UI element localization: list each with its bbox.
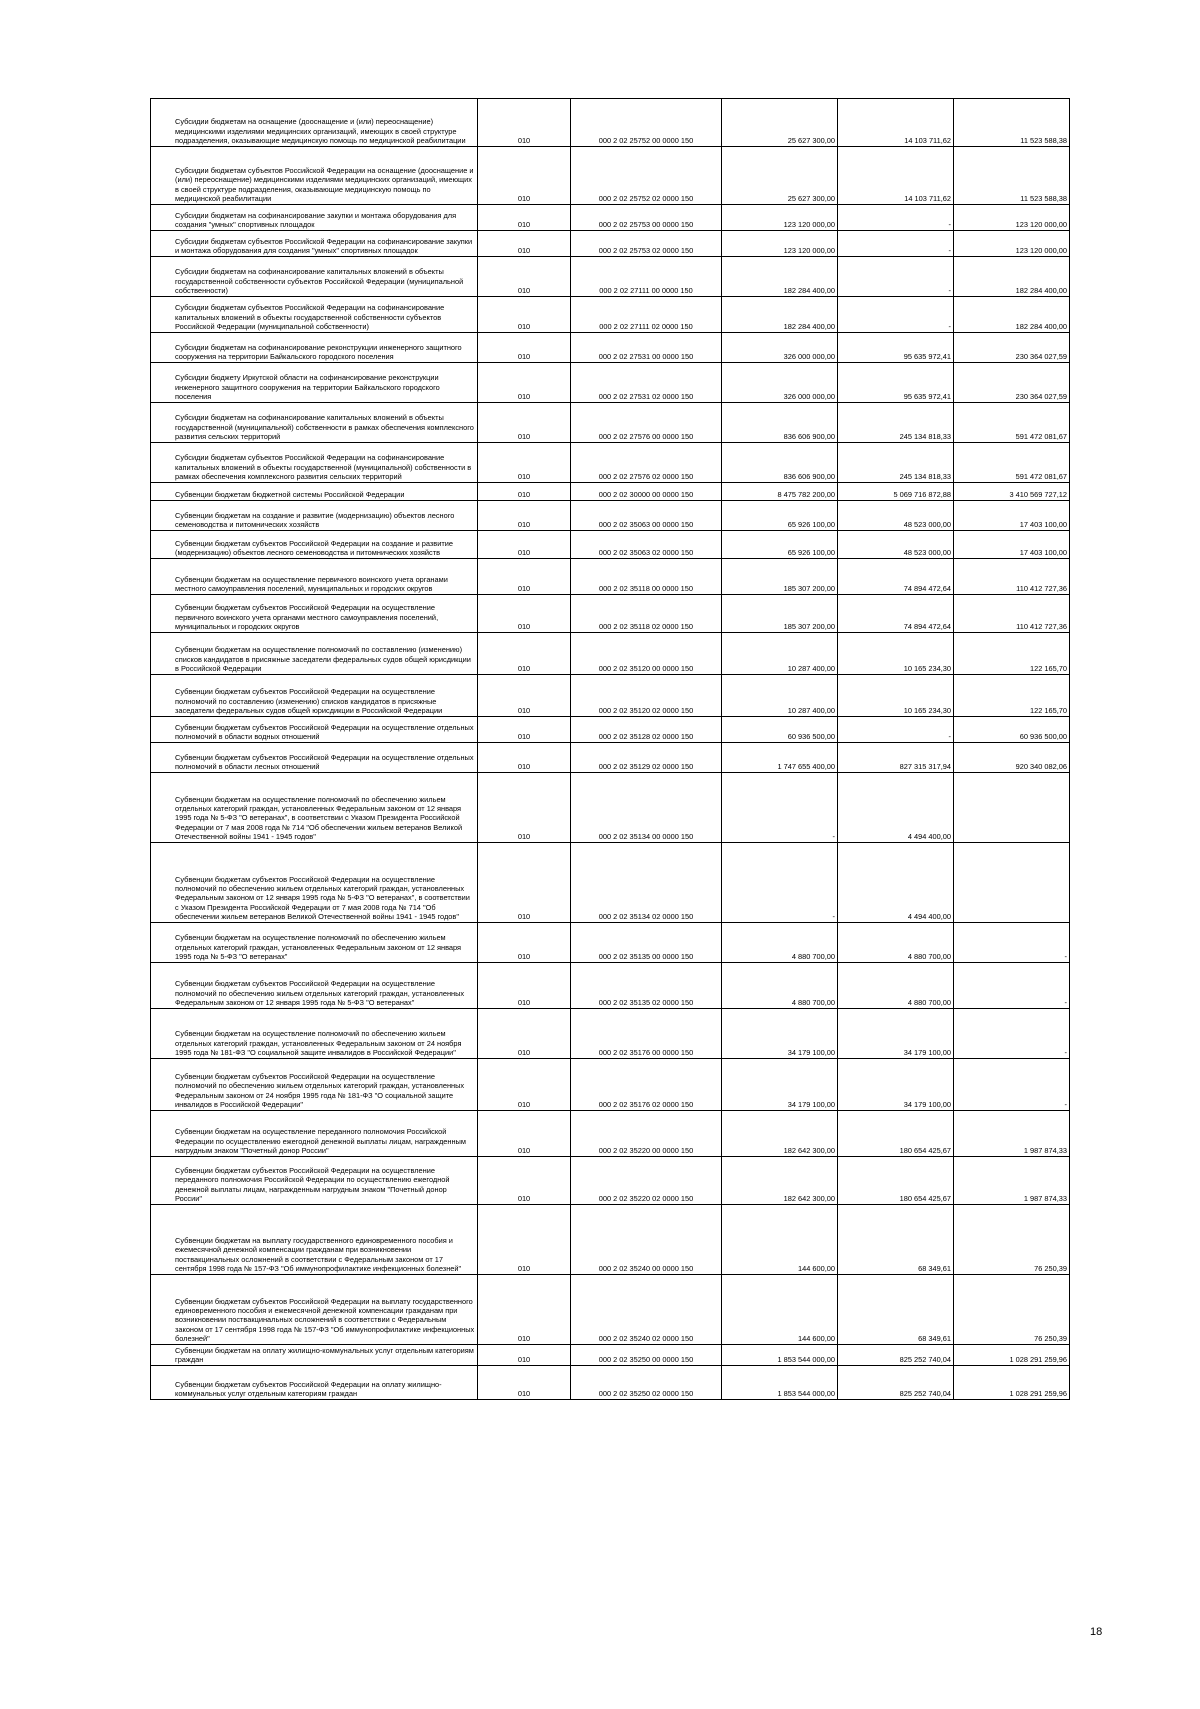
cell-approved: 144 600,00 bbox=[722, 1275, 838, 1345]
table-row bbox=[151, 501, 1070, 531]
table-row bbox=[151, 333, 1070, 363]
cell-kbk: 000 2 02 35220 00 0000 150 bbox=[571, 1111, 722, 1157]
cell-kbk: 000 2 02 35063 02 0000 150 bbox=[571, 531, 722, 559]
cell-kbk: 000 2 02 27531 02 0000 150 bbox=[571, 363, 722, 403]
cell-executed: 4 494 400,00 bbox=[838, 843, 954, 923]
cell-executed: 95 635 972,41 bbox=[838, 363, 954, 403]
cell-approved: 4 880 700,00 bbox=[722, 963, 838, 1009]
cell-kbk: 000 2 02 35240 02 0000 150 bbox=[571, 1275, 722, 1345]
cell-name: Субсидии бюджетам на софинансирование капитальных вложений в объекты государственной (муниципальной) собственности в рамках обеспечения комплексного развития сельских территорий bbox=[151, 403, 478, 443]
cell-approved: - bbox=[722, 843, 838, 923]
cell-kbk: 000 2 02 35118 00 0000 150 bbox=[571, 559, 722, 595]
cell-kbk: 000 2 02 25753 02 0000 150 bbox=[571, 231, 722, 257]
table-row bbox=[151, 1059, 1070, 1111]
cell-unexecuted: 110 412 727,36 bbox=[954, 559, 1070, 595]
cell-kbk: 000 2 02 35250 00 0000 150 bbox=[571, 1345, 722, 1366]
cell-approved: 185 307 200,00 bbox=[722, 559, 838, 595]
cell-unexecuted: 591 472 081,67 bbox=[954, 443, 1070, 483]
cell-unexecuted: - bbox=[954, 963, 1070, 1009]
cell-code: 010 bbox=[478, 333, 571, 363]
cell-unexecuted bbox=[954, 843, 1070, 923]
cell-executed: 34 179 100,00 bbox=[838, 1059, 954, 1111]
table-row bbox=[151, 843, 1070, 923]
cell-kbk: 000 2 02 35120 02 0000 150 bbox=[571, 675, 722, 717]
table-row bbox=[151, 443, 1070, 483]
cell-executed: - bbox=[838, 231, 954, 257]
cell-kbk: 000 2 02 25753 00 0000 150 bbox=[571, 205, 722, 231]
cell-code: 010 bbox=[478, 231, 571, 257]
cell-kbk: 000 2 02 25752 00 0000 150 bbox=[571, 99, 722, 147]
table-row bbox=[151, 1205, 1070, 1275]
table-row bbox=[151, 1275, 1070, 1345]
cell-kbk: 000 2 02 27111 00 0000 150 bbox=[571, 257, 722, 297]
cell-executed: 14 103 711,62 bbox=[838, 99, 954, 147]
table-row bbox=[151, 1009, 1070, 1059]
cell-approved: 60 936 500,00 bbox=[722, 717, 838, 743]
cell-kbk: 000 2 02 35120 00 0000 150 bbox=[571, 633, 722, 675]
table-row bbox=[151, 633, 1070, 675]
cell-executed: 68 349,61 bbox=[838, 1205, 954, 1275]
cell-executed: 827 315 317,94 bbox=[838, 743, 954, 773]
cell-kbk: 000 2 02 30000 00 0000 150 bbox=[571, 483, 722, 501]
cell-name: Субвенции бюджетам на осуществление полномочий по обеспечению жильем отдельных категорий граждан, установленных Федеральным законом от 12 января 1995 года № 5-ФЗ "О ветеранах" bbox=[151, 923, 478, 963]
cell-approved: 10 287 400,00 bbox=[722, 675, 838, 717]
cell-unexecuted: 76 250,39 bbox=[954, 1205, 1070, 1275]
cell-code: 010 bbox=[478, 363, 571, 403]
cell-unexecuted: 182 284 400,00 bbox=[954, 257, 1070, 297]
cell-executed: 5 069 716 872,88 bbox=[838, 483, 954, 501]
cell-executed: - bbox=[838, 297, 954, 333]
cell-unexecuted: 60 936 500,00 bbox=[954, 717, 1070, 743]
cell-kbk: 000 2 02 35129 02 0000 150 bbox=[571, 743, 722, 773]
cell-unexecuted: 17 403 100,00 bbox=[954, 501, 1070, 531]
table-row bbox=[151, 559, 1070, 595]
cell-approved: 123 120 000,00 bbox=[722, 205, 838, 231]
cell-name: Субсидии бюджетам на оснащение (дооснащение и (или) переоснащение) медицинскими изделиями медицинских организаций, имеющих в своей структуре подразделения, оказывающие медицинскую помощь по медицинской реабилитации bbox=[151, 99, 478, 147]
cell-unexecuted: 182 284 400,00 bbox=[954, 297, 1070, 333]
cell-executed: 34 179 100,00 bbox=[838, 1009, 954, 1059]
cell-kbk: 000 2 02 27531 00 0000 150 bbox=[571, 333, 722, 363]
table-row bbox=[151, 1157, 1070, 1205]
cell-unexecuted: - bbox=[954, 1059, 1070, 1111]
cell-unexecuted: 123 120 000,00 bbox=[954, 205, 1070, 231]
cell-kbk: 000 2 02 35176 00 0000 150 bbox=[571, 1009, 722, 1059]
cell-name: Субвенции бюджетам субъектов Российской Федерации на оплату жилищно-коммунальных услуг отдельным категориям граждан bbox=[151, 1366, 478, 1400]
cell-approved: 326 000 000,00 bbox=[722, 333, 838, 363]
cell-executed: 14 103 711,62 bbox=[838, 147, 954, 205]
cell-unexecuted bbox=[954, 773, 1070, 843]
table-row bbox=[151, 147, 1070, 205]
cell-name: Субвенции бюджетам бюджетной системы Российской Федерации bbox=[151, 483, 478, 501]
cell-code: 010 bbox=[478, 1345, 571, 1366]
cell-executed: 10 165 234,30 bbox=[838, 633, 954, 675]
cell-unexecuted: 1 028 291 259,96 bbox=[954, 1366, 1070, 1400]
cell-approved: 123 120 000,00 bbox=[722, 231, 838, 257]
cell-kbk: 000 2 02 27576 02 0000 150 bbox=[571, 443, 722, 483]
table-row bbox=[151, 1366, 1070, 1400]
cell-approved: 836 606 900,00 bbox=[722, 443, 838, 483]
cell-code: 010 bbox=[478, 1366, 571, 1400]
cell-unexecuted: 920 340 082,06 bbox=[954, 743, 1070, 773]
cell-executed: 68 349,61 bbox=[838, 1275, 954, 1345]
cell-code: 010 bbox=[478, 675, 571, 717]
cell-kbk: 000 2 02 35118 02 0000 150 bbox=[571, 595, 722, 633]
cell-kbk: 000 2 02 35134 00 0000 150 bbox=[571, 773, 722, 843]
cell-approved: 182 642 300,00 bbox=[722, 1157, 838, 1205]
cell-unexecuted: 122 165,70 bbox=[954, 633, 1070, 675]
cell-kbk: 000 2 02 27576 00 0000 150 bbox=[571, 403, 722, 443]
table-row bbox=[151, 231, 1070, 257]
cell-unexecuted: 230 364 027,59 bbox=[954, 363, 1070, 403]
cell-unexecuted: 11 523 588,38 bbox=[954, 147, 1070, 205]
cell-unexecuted: - bbox=[954, 923, 1070, 963]
cell-code: 010 bbox=[478, 99, 571, 147]
cell-approved: 1 747 655 400,00 bbox=[722, 743, 838, 773]
cell-code: 010 bbox=[478, 1009, 571, 1059]
cell-executed: 4 494 400,00 bbox=[838, 773, 954, 843]
cell-name: Субвенции бюджетам на создание и развитие (модернизацию) объектов лесного семеноводства и питомнических хозяйств bbox=[151, 501, 478, 531]
cell-executed: - bbox=[838, 205, 954, 231]
cell-code: 010 bbox=[478, 1059, 571, 1111]
cell-name: Субсидии бюджетам субъектов Российской Федерации на софинансирование капитальных вложений в объекты государственной собственности субъектов Российской Федерации (муниципальной собственности) bbox=[151, 297, 478, 333]
table-row bbox=[151, 595, 1070, 633]
cell-approved: 4 880 700,00 bbox=[722, 923, 838, 963]
table-row bbox=[151, 717, 1070, 743]
budget-table-body bbox=[151, 99, 1070, 1400]
cell-code: 010 bbox=[478, 559, 571, 595]
table-row bbox=[151, 483, 1070, 501]
cell-approved: 182 284 400,00 bbox=[722, 257, 838, 297]
cell-name: Субвенции бюджетам на осуществление полномочий по обеспечению жильем отдельных категорий граждан, установленных Федеральным законом от 12 января 1995 года № 5-ФЗ "О ветеранах", в соответствии с Указом Президента Российской Федерации от 7 мая 2008 года № 714 "Об обеспечении жильем ветеранов Великой Отечественной войны 1941 - 1945 годов" bbox=[151, 773, 478, 843]
cell-code: 010 bbox=[478, 501, 571, 531]
table-row bbox=[151, 773, 1070, 843]
cell-kbk: 000 2 02 27111 02 0000 150 bbox=[571, 297, 722, 333]
cell-code: 010 bbox=[478, 483, 571, 501]
cell-executed: 825 252 740,04 bbox=[838, 1366, 954, 1400]
cell-unexecuted: 3 410 569 727,12 bbox=[954, 483, 1070, 501]
cell-name: Субвенции бюджетам на осуществление полномочий по составлению (изменению) списков кандидатов в присяжные заседатели федеральных судов общей юрисдикции в Российской Федерации bbox=[151, 633, 478, 675]
cell-executed: - bbox=[838, 717, 954, 743]
cell-name: Субвенции бюджетам субъектов Российской Федерации на осуществление первичного воинского учета органами местного самоуправления поселений, муниципальных и городских округов bbox=[151, 595, 478, 633]
cell-executed: 180 654 425,67 bbox=[838, 1157, 954, 1205]
table-row bbox=[151, 257, 1070, 297]
cell-approved: 10 287 400,00 bbox=[722, 633, 838, 675]
cell-executed: 95 635 972,41 bbox=[838, 333, 954, 363]
cell-kbk: 000 2 02 35220 02 0000 150 bbox=[571, 1157, 722, 1205]
cell-unexecuted: 230 364 027,59 bbox=[954, 333, 1070, 363]
cell-name: Субвенции бюджетам на осуществление полномочий по обеспечению жильем отдельных категорий граждан, установленных Федеральным законом от 24 ноября 1995 года № 181-ФЗ "О социальной защите инвалидов в Российской Федерации" bbox=[151, 1009, 478, 1059]
cell-code: 010 bbox=[478, 1157, 571, 1205]
cell-name: Субсидии бюджетам на софинансирование закупки и монтажа оборудования для создания "умных" спортивных площадок bbox=[151, 205, 478, 231]
table-row bbox=[151, 205, 1070, 231]
cell-name: Субсидии бюджету Иркутской области на софинансирование реконструкции инженерного защитного сооружения на территории Байкальского городского поселения bbox=[151, 363, 478, 403]
cell-unexecuted: 17 403 100,00 bbox=[954, 531, 1070, 559]
cell-executed: 245 134 818,33 bbox=[838, 403, 954, 443]
cell-name: Субсидии бюджетам субъектов Российской Федерации на софинансирование закупки и монтажа оборудования для создания "умных" спортивных площадок bbox=[151, 231, 478, 257]
table-row bbox=[151, 403, 1070, 443]
table-row bbox=[151, 675, 1070, 717]
cell-unexecuted: 123 120 000,00 bbox=[954, 231, 1070, 257]
cell-name: Субвенции бюджетам субъектов Российской Федерации на осуществление отдельных полномочий в области лесных отношений bbox=[151, 743, 478, 773]
cell-approved: 1 853 544 000,00 bbox=[722, 1345, 838, 1366]
cell-code: 010 bbox=[478, 1275, 571, 1345]
cell-name: Субвенции бюджетам субъектов Российской Федерации на создание и развитие (модернизацию) объектов лесного семеноводства и питомнических хозяйств bbox=[151, 531, 478, 559]
cell-name: Субвенции бюджетам субъектов Российской Федерации на осуществление отдельных полномочий в области водных отношений bbox=[151, 717, 478, 743]
cell-kbk: 000 2 02 35063 00 0000 150 bbox=[571, 501, 722, 531]
cell-code: 010 bbox=[478, 923, 571, 963]
cell-code: 010 bbox=[478, 1111, 571, 1157]
cell-code: 010 bbox=[478, 633, 571, 675]
cell-executed: 74 894 472,64 bbox=[838, 595, 954, 633]
cell-approved: 144 600,00 bbox=[722, 1205, 838, 1275]
cell-code: 010 bbox=[478, 1205, 571, 1275]
page-number: 18 bbox=[1090, 1626, 1103, 1638]
cell-approved: 34 179 100,00 bbox=[722, 1009, 838, 1059]
cell-approved: 34 179 100,00 bbox=[722, 1059, 838, 1111]
cell-name: Субвенции бюджетам на осуществление переданного полномочия Российской Федерации по осуществлению ежегодной денежной выплаты лицам, награжденным нагрудным знаком "Почетный донор России" bbox=[151, 1111, 478, 1157]
cell-unexecuted: 1 987 874,33 bbox=[954, 1111, 1070, 1157]
cell-code: 010 bbox=[478, 205, 571, 231]
cell-name: Субсидии бюджетам субъектов Российской Федерации на софинансирование капитальных вложений в объекты государственной (муниципальной) собственности в рамках обеспечения комплексного развития сельских территорий bbox=[151, 443, 478, 483]
cell-code: 010 bbox=[478, 843, 571, 923]
cell-code: 010 bbox=[478, 595, 571, 633]
table-row bbox=[151, 963, 1070, 1009]
cell-unexecuted: - bbox=[954, 1009, 1070, 1059]
cell-unexecuted: 11 523 588,38 bbox=[954, 99, 1070, 147]
table-row bbox=[151, 1345, 1070, 1366]
table-row bbox=[151, 743, 1070, 773]
cell-code: 010 bbox=[478, 443, 571, 483]
cell-name: Субвенции бюджетам на оплату жилищно-коммунальных услуг отдельным категориям граждан bbox=[151, 1345, 478, 1366]
cell-name: Субвенции бюджетам на выплату государственного единовременного пособия и ежемесячной денежной компенсации гражданам при возникновении поствакцинальных осложнений в соответствии с Федеральным законом от 17 сентября 1998 года № 157-ФЗ "Об иммунопрофилактике инфекционных болезней" bbox=[151, 1205, 478, 1275]
cell-kbk: 000 2 02 35250 02 0000 150 bbox=[571, 1366, 722, 1400]
cell-approved: 25 627 300,00 bbox=[722, 147, 838, 205]
cell-executed: 74 894 472,64 bbox=[838, 559, 954, 595]
cell-unexecuted: 591 472 081,67 bbox=[954, 403, 1070, 443]
cell-approved: 326 000 000,00 bbox=[722, 363, 838, 403]
cell-executed: 180 654 425,67 bbox=[838, 1111, 954, 1157]
cell-executed: 4 880 700,00 bbox=[838, 923, 954, 963]
cell-kbk: 000 2 02 35240 00 0000 150 bbox=[571, 1205, 722, 1275]
cell-code: 010 bbox=[478, 531, 571, 559]
cell-name: Субвенции бюджетам субъектов Российской Федерации на осуществление полномочий по обеспечению жильем отдельных категорий граждан, установленных Федеральным законом от 24 ноября 1995 года № 181-ФЗ "О социальной защите инвалидов в Российской Федерации" bbox=[151, 1059, 478, 1111]
cell-name: Субвенции бюджетам на осуществление первичного воинского учета органами местного самоуправления поселений, муниципальных и городских округов bbox=[151, 559, 478, 595]
cell-kbk: 000 2 02 35135 02 0000 150 bbox=[571, 963, 722, 1009]
cell-approved: 65 926 100,00 bbox=[722, 531, 838, 559]
table-row bbox=[151, 363, 1070, 403]
table-row bbox=[151, 99, 1070, 147]
cell-executed: 4 880 700,00 bbox=[838, 963, 954, 1009]
cell-executed: 10 165 234,30 bbox=[838, 675, 954, 717]
cell-kbk: 000 2 02 35128 02 0000 150 bbox=[571, 717, 722, 743]
budget-table bbox=[150, 98, 1070, 1400]
cell-name: Субсидии бюджетам субъектов Российской Федерации на оснащение (дооснащение и (или) переоснащение) медицинскими изделиями медицинских организаций, имеющих в своей структуре подразделения, оказывающие медицинскую помощь по медицинской реабилитации bbox=[151, 147, 478, 205]
table-row bbox=[151, 297, 1070, 333]
cell-unexecuted: 1 028 291 259,96 bbox=[954, 1345, 1070, 1366]
cell-code: 010 bbox=[478, 257, 571, 297]
cell-kbk: 000 2 02 35135 00 0000 150 bbox=[571, 923, 722, 963]
cell-name: Субвенции бюджетам субъектов Российской Федерации на осуществление полномочий по обеспечению жильем отдельных категорий граждан, установленных Федеральным законом от 12 января 1995 года № 5-ФЗ "О ветеранах" bbox=[151, 963, 478, 1009]
cell-executed: - bbox=[838, 257, 954, 297]
cell-approved: 1 853 544 000,00 bbox=[722, 1366, 838, 1400]
cell-unexecuted: 76 250,39 bbox=[954, 1275, 1070, 1345]
cell-code: 010 bbox=[478, 403, 571, 443]
cell-approved: 185 307 200,00 bbox=[722, 595, 838, 633]
cell-kbk: 000 2 02 25752 02 0000 150 bbox=[571, 147, 722, 205]
cell-code: 010 bbox=[478, 773, 571, 843]
cell-kbk: 000 2 02 35134 02 0000 150 bbox=[571, 843, 722, 923]
cell-code: 010 bbox=[478, 147, 571, 205]
cell-executed: 245 134 818,33 bbox=[838, 443, 954, 483]
cell-code: 010 bbox=[478, 963, 571, 1009]
cell-name: Субвенции бюджетам субъектов Российской Федерации на выплату государственного единовременного пособия и ежемесячной денежной компенсации гражданам при возникновении поствакцинальных осложнений в соответствии с Федеральным законом от 17 сентября 1998 года № 157-ФЗ "Об иммунопрофилактике инфекционных болезней" bbox=[151, 1275, 478, 1345]
cell-name: Субвенции бюджетам субъектов Российской Федерации на осуществление полномочий по составлению (изменению) списков кандидатов в присяжные заседатели федеральных судов общей юрисдикции в Российской Федерации bbox=[151, 675, 478, 717]
cell-approved: - bbox=[722, 773, 838, 843]
cell-name: Субсидии бюджетам на софинансирование капитальных вложений в объекты государственной собственности субъектов Российской Федерации (муниципальной собственности) bbox=[151, 257, 478, 297]
cell-unexecuted: 122 165,70 bbox=[954, 675, 1070, 717]
cell-approved: 182 284 400,00 bbox=[722, 297, 838, 333]
cell-unexecuted: 110 412 727,36 bbox=[954, 595, 1070, 633]
table-row bbox=[151, 923, 1070, 963]
table-row bbox=[151, 531, 1070, 559]
cell-approved: 182 642 300,00 bbox=[722, 1111, 838, 1157]
table-row bbox=[151, 1111, 1070, 1157]
cell-unexecuted: 1 987 874,33 bbox=[954, 1157, 1070, 1205]
cell-name: Субсидии бюджетам на софинансирование реконструкции инженерного защитного сооружения на территории Байкальского городского поселения bbox=[151, 333, 478, 363]
cell-executed: 48 523 000,00 bbox=[838, 531, 954, 559]
cell-executed: 825 252 740,04 bbox=[838, 1345, 954, 1366]
cell-kbk: 000 2 02 35176 02 0000 150 bbox=[571, 1059, 722, 1111]
cell-name: Субвенции бюджетам субъектов Российской Федерации на осуществление переданного полномочия Российской Федерации по осуществлению ежегодной денежной выплаты лицам, награжденным нагрудным знаком "Почетный донор России" bbox=[151, 1157, 478, 1205]
cell-approved: 836 606 900,00 bbox=[722, 403, 838, 443]
cell-name: Субвенции бюджетам субъектов Российской Федерации на осуществление полномочий по обеспечению жильем отдельных категорий граждан, установленных Федеральным законом от 12 января 1995 года № 5-ФЗ "О ветеранах", в соответствии с Указом Президента Российской Федерации от 7 мая 2008 года № 714 "Об обеспечении жильем ветеранов Великой Отечественной войны 1941 - 1945 годов" bbox=[151, 843, 478, 923]
cell-approved: 65 926 100,00 bbox=[722, 501, 838, 531]
cell-approved: 8 475 782 200,00 bbox=[722, 483, 838, 501]
cell-code: 010 bbox=[478, 743, 571, 773]
cell-executed: 48 523 000,00 bbox=[838, 501, 954, 531]
cell-approved: 25 627 300,00 bbox=[722, 99, 838, 147]
cell-code: 010 bbox=[478, 717, 571, 743]
cell-code: 010 bbox=[478, 297, 571, 333]
